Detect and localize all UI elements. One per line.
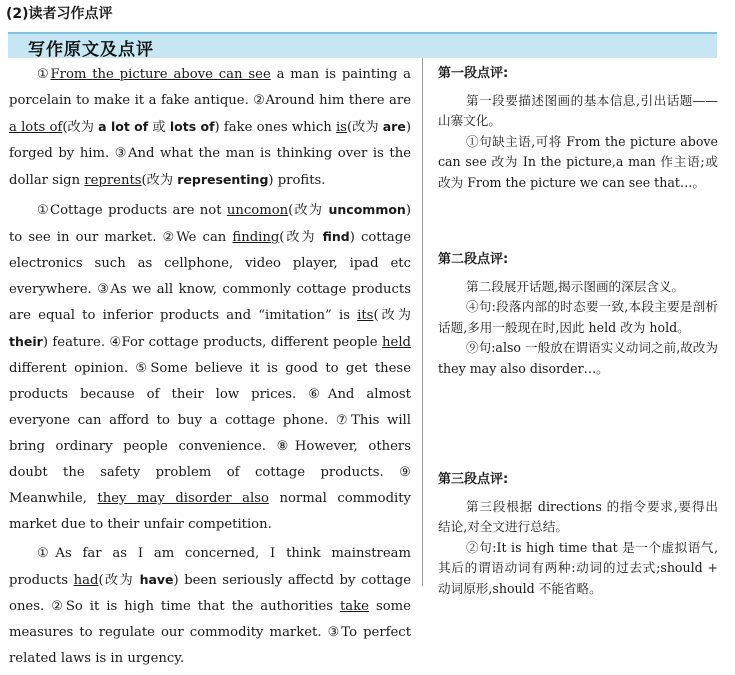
comment-text: 第三段根据 directions 的指令要求,要得出结论,对全文进行总结。 — [438, 498, 718, 534]
comment-text: 第一段要描述图画的基本信息,引出话题——山寨文化。 — [438, 92, 718, 128]
comment-text: ①句缺主语,可将 From the picture above can see 改为 In the picture,a man 作主语;或改为 From the picture we can see that…。 — [438, 133, 718, 190]
comment-block-1 — [438, 60, 718, 193]
comment-heading-2: 第二段点评: — [438, 252, 509, 267]
essay-column — [9, 62, 411, 675]
section-title: (2)读者习作点评 — [6, 6, 113, 22]
comment-heading-1: 第一段点评: — [438, 66, 509, 81]
column-divider — [422, 58, 423, 586]
comment-heading-3: 第三段点评: — [438, 472, 509, 487]
essay-paragraph-1: ①From the picture above can see a man is painting a porcelain to make it a fake antique. ②Around him there are a lots of(改为 a lot of 或 lots of) fake ones which is(改为 are) forged by him. ③And what the man is thinking over is the dollar sign reprents(改为 representing) profits. — [9, 67, 411, 188]
section-banner — [8, 32, 717, 58]
comment-text: ⑨句:also 一般放在谓语实义动词之前,故改为 they may also disorder…。 — [438, 340, 718, 376]
comment-text: 第二段展开话题,揭示图画的深层含义。 — [466, 278, 685, 294]
banner-title: 写作原文及点评 — [28, 40, 154, 60]
comment-block-3 — [438, 466, 718, 599]
comment-text: ④句:段落内部的时态要一致,本段主要是剖析话题,多用一般现在时,因此 held 改为 hold。 — [438, 299, 718, 335]
essay-paragraph-3: ①As far as I am concerned, I think mainstream products had(改为 have) been seriously affectd by cottage ones. ②So it is high time that the authorities take some measures to regulate our commodity market. ③To perfect related laws is in urgency. — [9, 546, 411, 666]
comment-text: ②句:It is high time that 是一个虚拟语气,其后的谓语动词有两种:动词的过去式;should + 动词原形,should 不能省略。 — [438, 539, 718, 596]
comment-block-2 — [438, 246, 718, 379]
essay-paragraph-2: ①Cottage products are not uncomon(改为 uncommon) to see in our market. ②We can finding(改为 find) cottage electronics such as cellphone, video player, ipad etc everywhere. ③As we all know, commonly cottage products are equal to inferior products and “imitation” is its(改为 their) feature. ④For cottage products, different people held different opinion. ⑤Some believe it is good to get these products because of their low prices. ⑥And almost everyone can afford to buy a cottage phone. ⑦This will bring ordinary people convenience. ⑧However, others doubt the safety problem of cottage products. ⑨ Meanwhile, they may disorder also normal commodity market due to their unfair competition. — [9, 202, 412, 532]
